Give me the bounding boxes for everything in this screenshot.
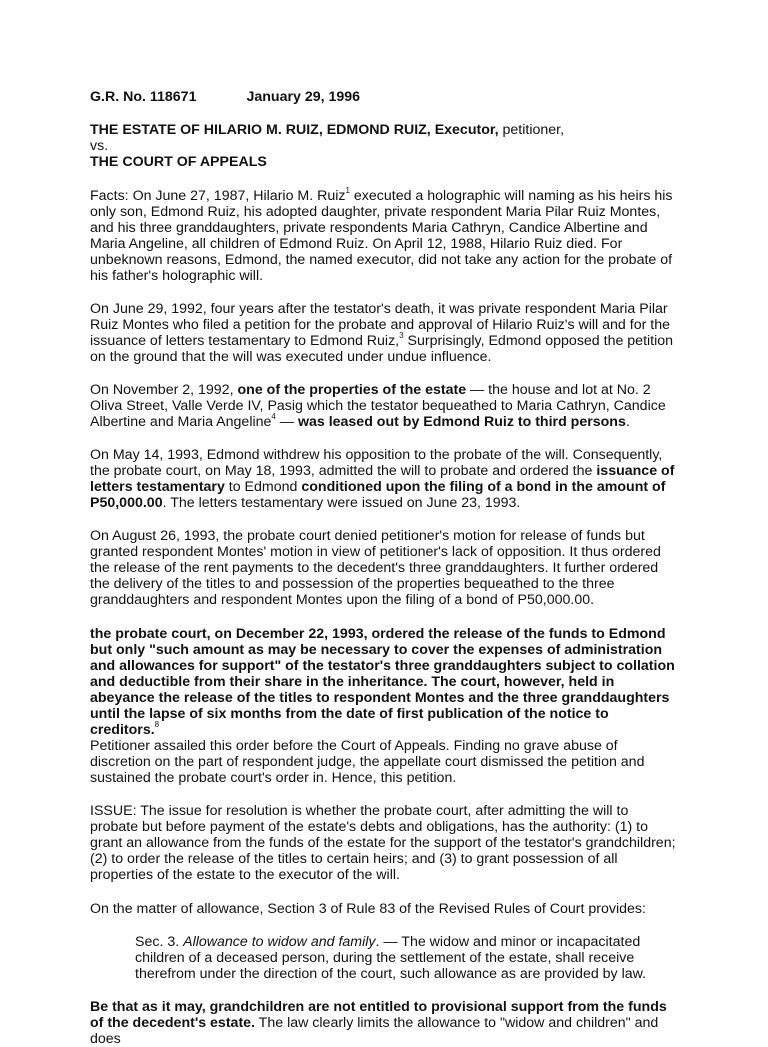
august-order-text: On August 26, 1993, the probate court denied petitioner's motion for release of funds but granted respondent Montes' motion in view of petitioner's lack of opposition. It thus ordered the release of the rent payments to the decedent's three granddaughters. It further ordered the delivery of the titles to and possession of the properties bequeathed to the three granddaughters and respondent Montes upon the filing of a bond of P50,000.00.: [90, 528, 661, 608]
lease-text-2: — the house and lot at No. 2 Oliva Street, Valle Verde IV, Pasig which the testator bequeathed to Maria Cathryn, Candice Albertine and Maria Angeline: [90, 382, 666, 430]
petition-text-1: On June 29, 1992, four years after the testator's death, it was private respondent Maria Pilar Ruiz Montes who filed a petition for the probate and approval of Hilario Ruiz's will and for the issuance of letters testamentary to Edmond Ruiz,: [90, 301, 670, 349]
facts-text-1: Facts: On June 27, 1987, Hilario M. Ruiz: [90, 188, 346, 204]
allowance-intro-paragraph: [90, 901, 680, 917]
conclusion-text: The law clearly limits the allowance to "widow and children" and does: [90, 1015, 659, 1047]
case-date: January 29, 1996: [246, 89, 361, 105]
lease-text-1: On November 2, 1992,: [90, 382, 238, 398]
withdrawal-text-2: to Edmond: [224, 479, 302, 495]
appeal-paragraph: [90, 738, 680, 786]
lease-emphasis-1: one of the properties of the estate: [237, 382, 467, 398]
issue-text: ISSUE: The issue for resolution is whether the probate court, after admitting the will to probate but before payment of the estate's debts and obligations, has the authority: (1) to grant an allowance from the funds of the estate for the support of the testator's grandchildren; (2) to order the release of the titles to certain heirs; and (3) to grant possession of all properties of the estate to the executor of the will.: [90, 803, 676, 883]
quote-text: . — The widow and minor or incapacitated children of a deceased person, during the settlement of the estate, shall receive therefrom under the direction of the court, such allowance as are provided by law.: [135, 934, 647, 982]
appeal-text: Petitioner assailed this order before the Court of Appeals. Finding no grave abuse of discretion on the part of respondent judge, the appellate court dismissed the petition and sustained the probate court's order in. Hence, this petition.: [90, 738, 645, 786]
footnote-ref-1[interactable]: 1: [345, 186, 350, 196]
petition-text-2: Surprisingly, Edmond opposed the petition on the ground that the will was executed under undue influence.: [90, 333, 674, 365]
case-header: [90, 89, 680, 105]
footnote-ref-4[interactable]: 4: [271, 412, 276, 422]
footnote-ref-3[interactable]: 3: [399, 331, 404, 341]
withdrawal-emphasis-1: issuance of letters testamentary: [90, 463, 675, 495]
conclusion-paragraph: [90, 999, 680, 1047]
withdrawal-text-1: On May 14, 1993, Edmond withdrew his opposition to the probate of the will. Consequently, the probate court, on May 18, 1993, admitted the will to probate and ordered the: [90, 447, 663, 479]
petitioner-role: petitioner,: [498, 122, 565, 138]
petition-paragraph: [90, 301, 680, 365]
lease-paragraph: [90, 382, 680, 430]
petitioner-name: THE ESTATE OF HILARIO M. RUIZ, EDMOND RUIZ, Executor,: [90, 122, 499, 138]
case-number: G.R. No. 118671: [90, 89, 197, 105]
facts-paragraph: [90, 188, 680, 284]
quote-section-title: Allowance to widow and family: [183, 934, 376, 950]
december-order-text: the probate court, on December 22, 1993, ordered the release of the funds to Edmond but only "such amount as may be necessary to cover the expenses of administration and allowances for support" of the testator's three granddaughters subject to collation and deductible from their share in the inheritance. The court, however, held in abeyance the release of the titles to respondent Montes and the three granddaughters until the lapse of six months from the date of first publication of the notice to creditors.: [90, 626, 675, 738]
lease-emphasis-2: was leased out by Edmond Ruiz to third persons: [297, 414, 626, 430]
withdrawal-text-3: . The letters testamentary were issued on June 23, 1993.: [162, 495, 521, 511]
rule-quote: [135, 934, 680, 982]
versus-label: vs.: [90, 138, 109, 154]
facts-text-2: executed a holographic will naming as his heirs his only son, Edmond Ruiz, his adopted daughter, private respondent Maria Pilar Ruiz Montes, and his three granddaughters, private respondents Maria Cathryn, Candice Albertine and Maria Angeline, all children of Edmond Ruiz. On April 12, 1988, Hilario Ruiz died. For unbeknown reasons, Edmond, the named executor, did not take any action for the probate of his father's holographic will.: [90, 188, 673, 284]
withdrawal-emphasis-2: conditioned upon the filing of a bond in the amount of P50,000.00: [90, 479, 666, 511]
lease-dash: —: [275, 414, 298, 430]
conclusion-emphasis: Be that as it may, grandchildren are not entitled to provisional support from the funds of the decedent's estate.: [90, 999, 667, 1031]
quote-section-number: Sec. 3.: [135, 934, 184, 950]
allowance-intro-text: On the matter of allowance, Section 3 of Rule 83 of the Revised Rules of Court provides:: [90, 901, 646, 917]
issue-paragraph: [90, 803, 680, 883]
lease-period: .: [625, 414, 630, 430]
respondent-name: THE COURT OF APPEALS: [90, 154, 267, 170]
footnote-ref-8[interactable]: 8: [154, 720, 160, 730]
august-order-paragraph: [90, 528, 680, 608]
case-caption: [90, 122, 680, 170]
december-order-paragraph: [90, 626, 680, 738]
withdrawal-paragraph: [90, 447, 680, 511]
